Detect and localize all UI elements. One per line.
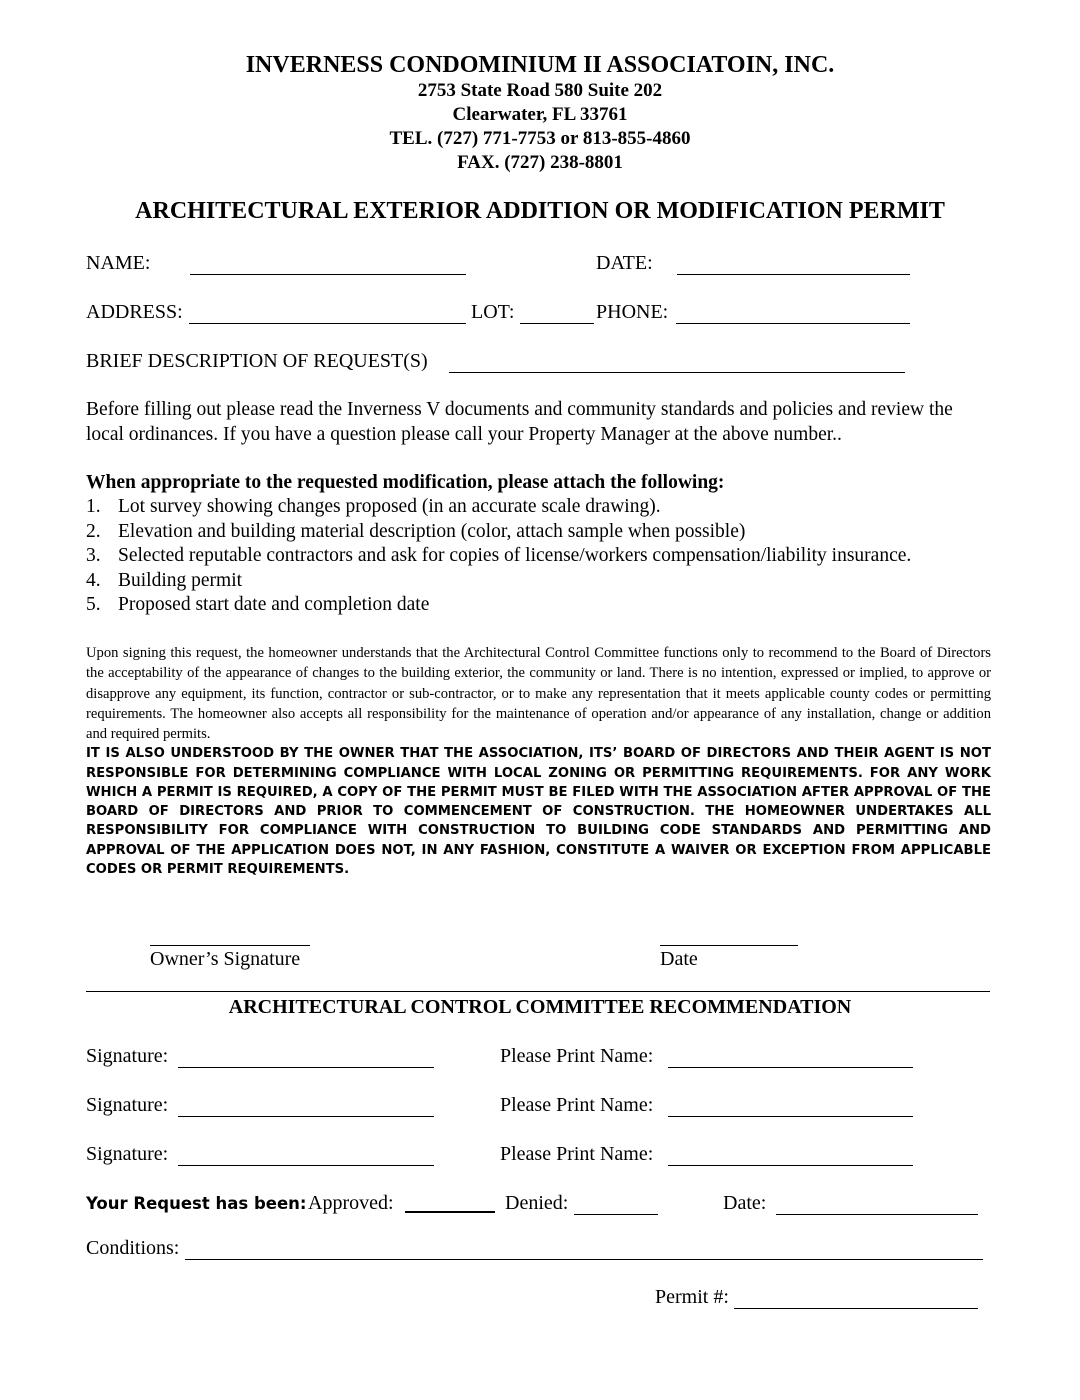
permit-number-label: Permit #: xyxy=(655,1286,729,1308)
lot-label: LOT: xyxy=(471,301,515,323)
committee-signature-label: Signature: xyxy=(86,1094,169,1116)
conditions-field[interactable] xyxy=(185,1239,983,1260)
decision-date-field[interactable] xyxy=(776,1194,978,1215)
request-status-label: Your Request has been: xyxy=(86,1194,307,1213)
list-item: 1. Lot survey showing changes proposed (in an accurate scale drawing). xyxy=(86,496,661,517)
committee-heading: ARCHITECTURAL CONTROL COMMITTEE RECOMMENDATION xyxy=(228,996,852,1018)
description-label: BRIEF DESCRIPTION OF REQUEST(S) xyxy=(86,350,428,372)
committee-print-name-field[interactable] xyxy=(668,1047,913,1068)
date-label: DATE: xyxy=(596,252,653,274)
date-field[interactable] xyxy=(677,254,910,275)
committee-signature-label: Signature: xyxy=(86,1143,169,1165)
list-item: 5. Proposed start date and completion date xyxy=(86,594,430,615)
disclaimer-caps-paragraph: IT IS ALSO UNDERSTOOD BY THE OWNER THAT THE ASSOCIATION, ITS’ BOARD OF DIRECTORS AND THEIR AGENT IS NOT RESPONSIBLE FOR DETERMINING COMPLIANCE WITH LOCAL ZONING OR PERMITTING REQUIREMENTS. FOR ANY WORK WHICH A PERMIT IS REQUIRED, A COPY OF THE PERMIT MUST BE FILED WITH THE ASSOCIATION AFTER APPROVAL OF THE BOARD OF DIRECTORS AND PRIOR TO COMMENCEMENT OF CONSTRUCTION. THE HOMEOWNER UNDERTAKES ALL RESPONSIBILITY FOR COMPLIANCE WITH CONSTRUCTION TO BUILDING CODE STANDARDS AND PERMITTING AND APPROVAL OF THE APPLICATION DOES NOT, IN ANY FASHION, CONSTITUTE A WAIVER OR EXCEPTION FROM APPLICABLE CODES OR PERMIT REQUIREMENTS. xyxy=(86,746,991,877)
owner-signature-label: Owner’s Signature xyxy=(150,948,301,970)
address-label: ADDRESS: xyxy=(86,301,183,323)
committee-signature-label: Signature: xyxy=(86,1045,169,1067)
phone-label: PHONE: xyxy=(596,301,669,323)
phone-line: TEL. (727) 771-7753 or 813-855-4860 xyxy=(389,128,691,149)
description-field[interactable] xyxy=(449,352,905,373)
disclaimer-paragraph: Upon signing this request, the homeowner understands that the Architectural Control Committee functions only to recommend to the Board of Directors the acceptability of the appearance of changes to the building exterior, the community or land. There is no intention, expressed or implied, to approve or disapprove any equipment, its function, contractor or sub-contractor, or to make any representation that it meets applicable county codes or permitting requirements. The homeowner also accepts all responsibility for the maintenance of operation and/or appearance of any installation, change or addition and required permits. xyxy=(86,645,991,743)
disclaimer-block xyxy=(86,643,991,879)
attach-heading: When appropriate to the requested modification, please attach the following: xyxy=(86,472,725,493)
committee-print-name-field[interactable] xyxy=(668,1145,913,1166)
fax-line: FAX. (727) 238-8801 xyxy=(457,152,623,173)
denied-field[interactable] xyxy=(574,1194,658,1215)
address-field[interactable] xyxy=(189,303,466,324)
committee-print-name-label: Please Print Name: xyxy=(500,1094,654,1116)
permit-number-field[interactable] xyxy=(734,1288,978,1309)
committee-print-name-label: Please Print Name: xyxy=(500,1143,654,1165)
owner-date-line[interactable] xyxy=(660,945,798,946)
committee-signature-field[interactable] xyxy=(178,1145,434,1166)
name-label: NAME: xyxy=(86,252,151,274)
form-title: ARCHITECTURAL EXTERIOR ADDITION OR MODIFICATION PERMIT xyxy=(135,198,945,224)
section-divider xyxy=(86,991,990,992)
owner-date-label: Date xyxy=(660,948,698,970)
committee-print-name-label: Please Print Name: xyxy=(500,1045,654,1067)
address-line-1: 2753 State Road 580 Suite 202 xyxy=(417,80,663,101)
committee-print-name-field[interactable] xyxy=(668,1096,913,1117)
list-item: 4. Building permit xyxy=(86,569,243,591)
lot-field[interactable] xyxy=(520,303,594,324)
attachment-list xyxy=(86,495,911,618)
decision-date-label: Date: xyxy=(723,1192,767,1214)
phone-field[interactable] xyxy=(676,303,910,324)
organization-name: INVERNESS CONDOMINIUM II ASSOCIATOIN, INC. xyxy=(245,52,835,78)
owner-signature-line[interactable] xyxy=(150,945,310,946)
address-line-2: Clearwater, FL 33761 xyxy=(452,104,628,125)
committee-signature-field[interactable] xyxy=(178,1047,434,1068)
approved-field[interactable] xyxy=(405,1211,495,1213)
committee-signature-field[interactable] xyxy=(178,1096,434,1117)
list-item: 2. Elevation and building material description (color, attach sample when possible) xyxy=(86,520,746,542)
approved-label: Approved: xyxy=(308,1192,394,1214)
denied-label: Denied: xyxy=(505,1192,569,1214)
instructions-paragraph: Before filling out please read the Inverness V documents and community standards and policies and review the local ordinances. If you have a question please call your Property Manager at the above number.. xyxy=(86,399,953,445)
list-item: 3. Selected reputable contractors and ask for copies of license/workers compensation/liability insurance. xyxy=(86,545,912,566)
name-field[interactable] xyxy=(190,254,466,275)
conditions-label: Conditions: xyxy=(86,1237,180,1259)
